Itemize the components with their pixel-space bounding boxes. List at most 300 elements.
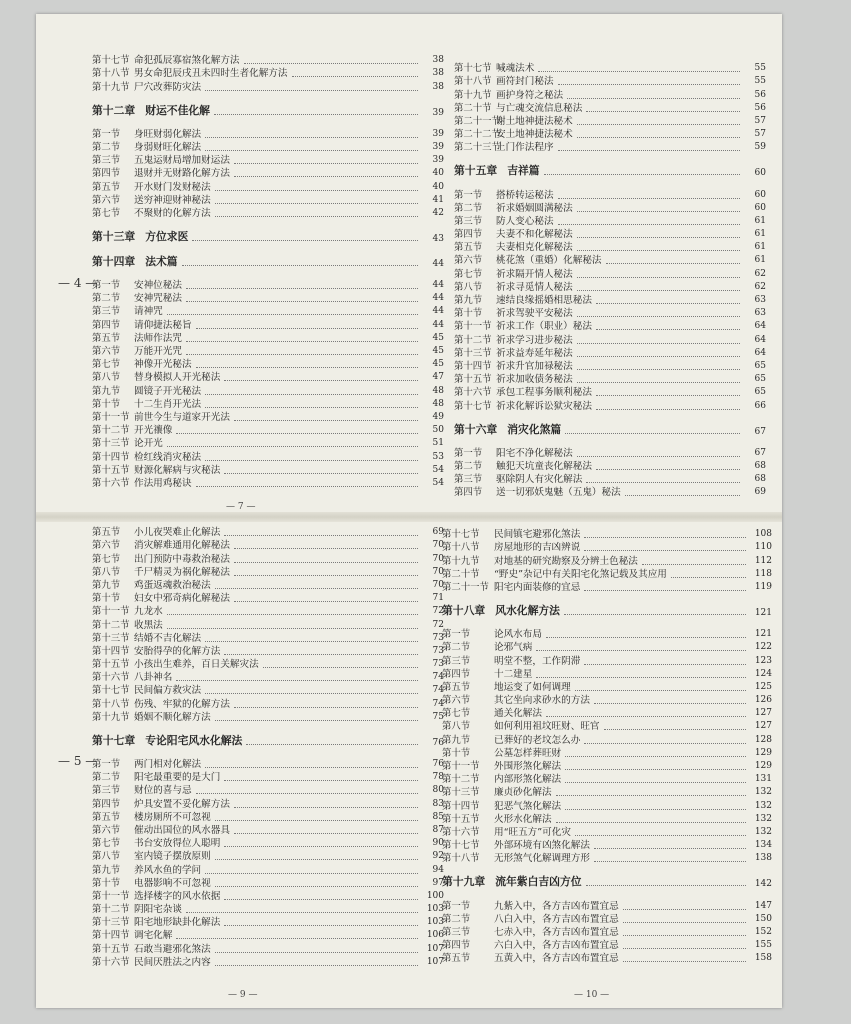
section-number: 第十九节 bbox=[92, 711, 130, 723]
toc-entry bbox=[442, 681, 772, 694]
dot-leader bbox=[292, 76, 419, 77]
toc-entry bbox=[92, 863, 444, 876]
toc-entry bbox=[454, 307, 766, 320]
section-number: 第二节 bbox=[454, 202, 483, 214]
dot-leader bbox=[224, 535, 418, 536]
toc-entry bbox=[92, 929, 444, 942]
page-number: 142 bbox=[754, 879, 772, 890]
dot-leader bbox=[224, 473, 418, 474]
section-title: 阴阳宅杂谈 bbox=[134, 904, 182, 916]
section-number: 第二十一节 bbox=[454, 115, 501, 127]
section-number: 第十五节 bbox=[442, 813, 480, 825]
dot-leader bbox=[565, 756, 746, 757]
toc-entry bbox=[442, 799, 772, 812]
toc-entry bbox=[442, 747, 772, 760]
page-number: 57 bbox=[754, 129, 766, 140]
toc-entry bbox=[454, 347, 766, 360]
section-title: 五黄入中，各方吉凶布置宜忌 bbox=[494, 953, 619, 965]
page-number: 76 bbox=[432, 759, 444, 769]
section-title: 十二生肖开光法 bbox=[134, 398, 202, 410]
dot-leader bbox=[577, 237, 740, 238]
section-title: 圆镜子开光秘法 bbox=[134, 385, 202, 397]
section-number: 第八节 bbox=[454, 281, 483, 293]
dot-leader bbox=[564, 614, 746, 615]
toc-entry bbox=[92, 154, 444, 167]
page-number: 107 bbox=[426, 956, 444, 967]
page-number: 39 bbox=[432, 107, 444, 118]
section-title: 论邪气病 bbox=[494, 642, 533, 654]
page-number: 134 bbox=[754, 840, 772, 851]
dot-leader bbox=[196, 367, 418, 368]
section-number: 第十节 bbox=[92, 877, 121, 889]
section-number: 第一节 bbox=[442, 900, 471, 912]
section-title: 七赤入中，各方吉凶布置宜忌 bbox=[494, 926, 619, 938]
page-number: 76 bbox=[432, 737, 444, 748]
page-number: 57 bbox=[754, 115, 766, 126]
dot-leader bbox=[594, 848, 746, 849]
dot-leader bbox=[565, 433, 740, 434]
page-number: 44 bbox=[432, 319, 444, 330]
section-title: 承包工程事务顺利秘法 bbox=[496, 387, 592, 399]
dot-leader bbox=[604, 729, 746, 730]
section-title: 五鬼运财局增加财运法 bbox=[134, 155, 230, 167]
chapter-heading bbox=[442, 603, 772, 618]
toc-entry bbox=[92, 67, 444, 80]
section-title: 民间厌胜法之内容 bbox=[134, 956, 211, 968]
dot-leader bbox=[215, 820, 418, 821]
toc-entry bbox=[454, 141, 766, 154]
dot-leader bbox=[536, 650, 746, 651]
page-number: 39 bbox=[432, 128, 444, 139]
dot-leader bbox=[596, 395, 740, 396]
section-title: 无形煞气化解调理方形 bbox=[494, 853, 590, 865]
edge-page-number-upper: — 4 — bbox=[58, 276, 98, 290]
section-title: 两门相对化解法 bbox=[134, 759, 202, 770]
dot-leader bbox=[623, 909, 746, 910]
toc-entry bbox=[92, 784, 444, 797]
dot-leader bbox=[205, 90, 418, 91]
section-number: 第九节 bbox=[92, 864, 121, 876]
dot-leader bbox=[577, 211, 740, 212]
section-number: 第四节 bbox=[442, 940, 471, 952]
section-number: 第十九节 bbox=[92, 81, 130, 93]
section-number: 第四节 bbox=[454, 229, 483, 241]
toc-entry bbox=[442, 760, 772, 773]
section-title: 不聚财的化解方法 bbox=[134, 207, 211, 219]
dot-leader bbox=[586, 885, 746, 886]
section-title: 阳宅地形缺卦化解法 bbox=[134, 917, 221, 929]
section-number: 第四节 bbox=[92, 319, 121, 331]
section-number: 第十五节 bbox=[92, 943, 130, 955]
section-number: 第五节 bbox=[92, 527, 121, 539]
toc-entry bbox=[454, 294, 766, 307]
toc-entry bbox=[92, 916, 444, 929]
section-number: 第十六节 bbox=[454, 387, 492, 399]
section-number: 第二十二节 bbox=[454, 129, 501, 141]
page-number: 122 bbox=[754, 642, 772, 653]
section-title: 如何利用祖坟旺财、旺官 bbox=[494, 721, 600, 733]
dot-leader bbox=[186, 341, 418, 342]
page-number: 48 bbox=[432, 398, 444, 409]
section-number: 第三节 bbox=[442, 655, 471, 667]
section-title: 祈求化解诉讼狱灾秘法 bbox=[496, 400, 592, 412]
page-number: 132 bbox=[754, 813, 772, 824]
section-title: 消灾解难通用化解秘法 bbox=[134, 540, 230, 552]
section-number: 第六节 bbox=[92, 824, 121, 836]
section-title: 鸡蛋返魂救治秘法 bbox=[134, 579, 211, 591]
dot-leader bbox=[205, 150, 418, 151]
section-number: 第十七节 bbox=[92, 55, 130, 67]
toc-entry bbox=[454, 386, 766, 399]
page-number: 121 bbox=[754, 607, 772, 618]
section-number: 第十节 bbox=[442, 747, 471, 759]
page-number: 74 bbox=[432, 685, 444, 696]
page-number: 64 bbox=[754, 334, 766, 345]
section-title: 婚姻不顺化解方法 bbox=[134, 711, 211, 723]
dot-leader bbox=[215, 952, 418, 953]
section-number: 第五节 bbox=[92, 811, 121, 823]
dot-leader bbox=[215, 859, 418, 860]
section-title: 内部形煞化解法 bbox=[494, 774, 562, 786]
dot-leader bbox=[671, 577, 746, 578]
dot-leader bbox=[577, 382, 740, 383]
dot-leader bbox=[642, 564, 746, 565]
toc-entry bbox=[92, 903, 444, 916]
section-number: 第十四节 bbox=[92, 930, 130, 942]
page-number: 65 bbox=[754, 387, 766, 398]
page-number: 64 bbox=[754, 321, 766, 332]
section-title: 养风水鱼的学问 bbox=[134, 864, 202, 876]
dot-leader bbox=[167, 628, 418, 629]
toc-entry bbox=[92, 632, 444, 645]
section-title: 调宅化解 bbox=[134, 930, 173, 942]
toc-entry bbox=[454, 473, 766, 486]
section-number: 第十五节 bbox=[454, 374, 492, 386]
toc-entry bbox=[442, 581, 772, 594]
page-number: 121 bbox=[754, 629, 772, 640]
section-number: 第十四节 bbox=[442, 800, 480, 812]
page-number: 131 bbox=[754, 774, 772, 785]
dot-leader bbox=[167, 446, 418, 447]
page-number: 62 bbox=[754, 281, 766, 292]
section-title: 谢土地神捷法秘术 bbox=[496, 115, 573, 127]
page-number: 158 bbox=[754, 953, 772, 964]
page-number: 155 bbox=[754, 940, 772, 951]
chapter-heading bbox=[442, 874, 772, 889]
dot-leader bbox=[205, 693, 418, 694]
page-number: 70 bbox=[432, 566, 444, 577]
chapter-title: 专论阳宅风水化解法 bbox=[145, 733, 243, 747]
dot-leader bbox=[584, 664, 746, 665]
section-title: 请神咒 bbox=[134, 306, 163, 318]
section-number: 第二十三节 bbox=[454, 142, 501, 154]
toc-entry bbox=[442, 813, 772, 826]
chapter-title: 消灾化煞篇 bbox=[507, 422, 562, 436]
page-number: 73 bbox=[432, 659, 444, 670]
section-number: 第十节 bbox=[92, 398, 121, 410]
toc-entry bbox=[92, 141, 444, 154]
section-number: 第十四节 bbox=[454, 360, 492, 372]
toc-entry bbox=[92, 292, 444, 305]
dot-leader bbox=[558, 84, 740, 85]
page-number: 110 bbox=[754, 542, 772, 553]
section-title: 地运变了如何调理 bbox=[494, 681, 571, 693]
section-number: 第三节 bbox=[454, 215, 483, 227]
dot-leader bbox=[556, 822, 746, 823]
toc-entry bbox=[454, 188, 766, 201]
page-number: 118 bbox=[754, 568, 772, 579]
section-number: 第一节 bbox=[92, 759, 121, 770]
page-number: 53 bbox=[432, 451, 444, 462]
page-number: 45 bbox=[432, 346, 444, 356]
page-number: 51 bbox=[432, 438, 444, 449]
toc-entry bbox=[92, 566, 444, 579]
page-number: 38 bbox=[432, 55, 444, 66]
section-title: 小儿夜哭难止化解法 bbox=[134, 527, 221, 539]
section-number: 第十三节 bbox=[92, 917, 130, 929]
toc-entry bbox=[442, 773, 772, 786]
section-number: 第十一节 bbox=[454, 321, 492, 333]
toc-entry bbox=[454, 128, 766, 141]
page-number: 127 bbox=[754, 721, 772, 732]
toc-entry bbox=[92, 684, 444, 697]
section-number: 第九节 bbox=[92, 385, 121, 397]
dot-leader bbox=[594, 861, 746, 862]
edge-page-number-lower: — 5 — bbox=[58, 754, 98, 768]
page-number: 150 bbox=[754, 913, 772, 924]
section-title: 桃花煞（重婚）化解秘法 bbox=[496, 255, 602, 267]
dot-leader bbox=[215, 886, 418, 887]
page-number: 74 bbox=[432, 698, 444, 709]
dot-leader bbox=[186, 912, 418, 913]
toc-entry bbox=[92, 371, 444, 384]
dot-leader bbox=[625, 495, 740, 496]
section-number: 第十四节 bbox=[92, 451, 130, 463]
section-title: 祈求寻觅情人秘法 bbox=[496, 281, 573, 293]
section-number: 第十节 bbox=[454, 308, 483, 320]
page-number: 61 bbox=[754, 215, 766, 226]
section-title: 九紫入中，各方吉凶布置宜忌 bbox=[494, 900, 619, 912]
chapter-heading bbox=[92, 733, 444, 748]
dot-leader bbox=[215, 965, 418, 966]
dot-leader bbox=[224, 846, 418, 847]
toc-entry bbox=[92, 539, 444, 552]
chapter-title: 吉祥篇 bbox=[507, 164, 540, 178]
section-number: 第二十节 bbox=[454, 102, 492, 114]
section-number: 第五节 bbox=[442, 953, 471, 965]
section-number: 第十九节 bbox=[454, 89, 492, 101]
toc-entry bbox=[92, 697, 444, 710]
dot-leader bbox=[205, 394, 418, 395]
dot-leader bbox=[205, 407, 418, 408]
section-number: 第十三节 bbox=[92, 438, 130, 450]
dot-leader bbox=[544, 174, 740, 175]
toc-entry bbox=[92, 956, 444, 969]
section-number: 第四节 bbox=[442, 668, 471, 680]
dot-leader bbox=[214, 114, 418, 115]
section-number: 第十六节 bbox=[92, 956, 130, 968]
toc-entry bbox=[454, 360, 766, 373]
chapter-heading bbox=[92, 229, 444, 244]
section-number: 第十一节 bbox=[92, 606, 130, 618]
section-title: 命犯孤辰寡宿煞化解方法 bbox=[134, 55, 240, 67]
page-number: 61 bbox=[754, 255, 766, 266]
section-title: 速结良缘摇婚相思秘法 bbox=[496, 295, 592, 306]
dot-leader bbox=[575, 835, 746, 836]
dot-leader bbox=[577, 250, 740, 251]
section-number: 第二节 bbox=[92, 772, 121, 784]
dot-leader bbox=[565, 809, 746, 810]
page-number: 43 bbox=[432, 233, 444, 244]
section-title: 检红线消灾秘法 bbox=[134, 451, 202, 463]
dot-leader bbox=[182, 265, 418, 266]
dot-leader bbox=[584, 743, 746, 744]
section-number: 第二节 bbox=[454, 460, 483, 472]
page-number: 108 bbox=[754, 529, 772, 540]
page-number: 92 bbox=[432, 851, 444, 862]
dot-leader bbox=[234, 601, 418, 602]
section-title: 收黑法 bbox=[134, 619, 163, 631]
dot-leader bbox=[196, 328, 418, 329]
toc-entry bbox=[92, 526, 444, 539]
section-title: 送穷神迎财神秘法 bbox=[134, 194, 211, 206]
dot-leader bbox=[586, 482, 740, 483]
toc-entry bbox=[442, 939, 772, 952]
dot-leader bbox=[234, 163, 418, 164]
section-title: 民间镇宅避邪化煞法 bbox=[494, 529, 581, 541]
section-title: 论开光 bbox=[134, 438, 163, 450]
dot-leader bbox=[234, 420, 418, 421]
page-number: 138 bbox=[754, 853, 772, 864]
section-number: 第十七节 bbox=[92, 685, 130, 697]
page-number: 70 bbox=[432, 553, 444, 564]
dot-leader bbox=[215, 588, 418, 589]
section-title: 开水财门发财秘法 bbox=[134, 181, 211, 193]
dot-leader bbox=[558, 224, 740, 225]
section-title: 身旺财弱化解法 bbox=[134, 128, 202, 140]
chapter-heading bbox=[454, 422, 766, 437]
page-number: 90 bbox=[432, 838, 444, 849]
section-number: 第五节 bbox=[92, 332, 121, 344]
section-title: 六白入中，各方吉凶布置宜忌 bbox=[494, 940, 619, 952]
page-number: 44 bbox=[432, 293, 444, 304]
section-number: 第十三节 bbox=[92, 632, 130, 644]
section-number: 第十五节 bbox=[92, 659, 130, 671]
page-number: 100 bbox=[426, 890, 444, 901]
toc-entry bbox=[92, 618, 444, 631]
section-number: 第八节 bbox=[442, 721, 471, 733]
section-title: 请仰捷法秘旨 bbox=[134, 319, 192, 331]
section-number: 第一节 bbox=[454, 447, 483, 459]
page-number: 63 bbox=[754, 308, 766, 319]
page-number: 45 bbox=[432, 359, 444, 370]
dot-leader bbox=[186, 301, 418, 302]
toc-entry bbox=[454, 241, 766, 254]
page-number: 75 bbox=[432, 711, 444, 722]
toc-entry bbox=[92, 398, 444, 411]
dot-leader bbox=[186, 354, 418, 355]
toc-entry bbox=[92, 711, 444, 724]
section-title: 祈求益寿延年秘法 bbox=[496, 347, 573, 359]
section-title: 结婚不吉化解法 bbox=[134, 632, 202, 644]
dot-leader bbox=[192, 240, 418, 241]
chapter-heading bbox=[454, 163, 766, 178]
page-number: 56 bbox=[754, 89, 766, 100]
page-number: 147 bbox=[754, 900, 772, 911]
section-number: 第十七节 bbox=[454, 400, 492, 412]
dot-leader bbox=[234, 807, 418, 808]
section-number: 第三节 bbox=[92, 155, 121, 167]
page-number: 42 bbox=[432, 207, 444, 218]
dot-leader bbox=[244, 63, 418, 64]
section-title: 外围形煞化解法 bbox=[494, 761, 562, 772]
section-title: 祈求驾驶平安秘法 bbox=[496, 308, 573, 320]
section-number: 第三节 bbox=[442, 926, 471, 938]
dot-leader bbox=[205, 641, 418, 642]
section-title: 安神咒秘法 bbox=[134, 293, 182, 305]
toc-entry bbox=[92, 942, 444, 955]
dot-leader bbox=[234, 833, 418, 834]
page-number: 69 bbox=[432, 527, 444, 538]
page-number: 38 bbox=[432, 81, 444, 92]
section-number: 第十一节 bbox=[442, 761, 480, 772]
chapter-heading bbox=[92, 103, 444, 118]
dot-leader bbox=[558, 150, 740, 151]
chapter-title: 财运不佳化解 bbox=[145, 103, 210, 117]
dot-leader bbox=[196, 486, 418, 487]
toc-entry bbox=[92, 464, 444, 477]
toc-entry bbox=[92, 167, 444, 180]
dot-leader bbox=[224, 899, 418, 900]
page-number: 55 bbox=[754, 63, 766, 74]
section-title: 祈求加收债务秘法 bbox=[496, 374, 573, 386]
section-title: 安胎得孕的化解方法 bbox=[134, 645, 221, 657]
section-number: 第六节 bbox=[92, 346, 121, 357]
dot-leader bbox=[205, 767, 418, 768]
section-number: 第二节 bbox=[92, 293, 121, 305]
toc-entry bbox=[454, 102, 766, 115]
chapter-number: 第十七章 bbox=[92, 733, 136, 747]
dot-leader bbox=[623, 935, 746, 936]
section-title: 已葬好的老坟怎么办 bbox=[494, 734, 581, 746]
toc-entry bbox=[92, 80, 444, 93]
section-number: 第十三节 bbox=[454, 347, 492, 359]
section-number: 第十二节 bbox=[92, 619, 130, 631]
page-number: 67 bbox=[754, 426, 766, 437]
section-number: 第一节 bbox=[454, 189, 483, 201]
section-title: 阳宅内面装修的宜忌 bbox=[494, 581, 581, 593]
toc-entry bbox=[454, 254, 766, 267]
page-number: 63 bbox=[754, 295, 766, 305]
toc-entry bbox=[442, 952, 772, 965]
dot-leader bbox=[234, 575, 418, 576]
toc-entry bbox=[442, 554, 772, 567]
chapter-number: 第十五章 bbox=[454, 164, 498, 178]
section-number: 第七节 bbox=[92, 207, 121, 219]
chapter-title: 方位求医 bbox=[145, 229, 189, 243]
section-number: 第八节 bbox=[92, 372, 121, 384]
section-number: 第六节 bbox=[442, 695, 471, 707]
dot-leader bbox=[623, 961, 746, 962]
dot-leader bbox=[567, 98, 740, 99]
section-number: 第十八节 bbox=[454, 76, 492, 88]
section-number: 第七节 bbox=[442, 708, 471, 720]
toc-entry bbox=[92, 592, 444, 605]
section-number: 第十一节 bbox=[92, 890, 130, 902]
section-title: 对地基的研究勘察及分辨土色秘法 bbox=[494, 555, 638, 567]
dot-leader bbox=[565, 782, 746, 783]
dot-leader bbox=[224, 925, 418, 926]
